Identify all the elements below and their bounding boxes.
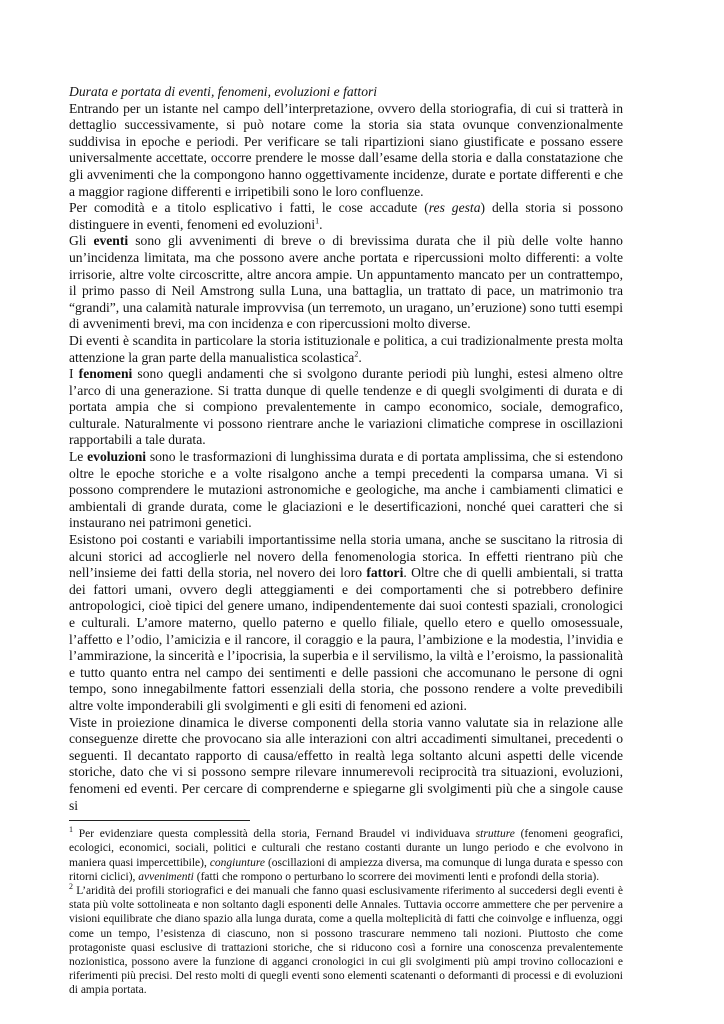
text-segment: Le — [69, 449, 88, 465]
italic-term: res gesta — [428, 200, 481, 216]
footnote-1 — [69, 827, 623, 884]
paragraph-fenomeni — [69, 366, 623, 449]
bold-term: fenomeni — [78, 366, 133, 382]
section-title: Durata e portata di eventi, fenomeni, evoluzioni e fattori — [69, 84, 378, 99]
footnote-ref[interactable]: 2 — [354, 348, 359, 358]
text-segment: sono quegli andamenti che si svolgono durante periodi più lunghi, estesi almeno oltre l’arco di una generazione. Si tratta dunque di quelle tendenze e di quegli svolgimenti di durata e di portata ampia che si compiono prevalentemente in campo economico, sociale, demografico, culturale. Naturalmente vi possono rientrare anche le variazioni climatiche comprese in oscillazioni rapportabili a tale durata. — [69, 366, 623, 448]
paragraph-proiezione-dinamica: Viste in proiezione dinamica le diverse componenti della storia vanno valutate sia in relazione alle conseguenze dirette che provocano sia alle interazioni con altri accadimenti simultanei, precedenti o seguenti. Il decantato rapporto di causa/effetto in realtà lega soltanto alcuni aspetti delle vicende storiche, dato che vi si possono sempre rilevare innumerevoli reciprocità tra situazioni, evoluzioni, fenomeni ed eventi. Per cercare di comprenderne e spiegarne gli svolgimenti più che a singole cause si — [69, 714, 623, 813]
text-segment: I — [69, 366, 79, 382]
paragraph-eventi — [69, 233, 623, 333]
text-segment: Per comodità e a titolo esplicativo i fatti, le cose accadute ( — [69, 200, 429, 216]
italic-term: avvenimenti — [138, 870, 194, 883]
text-segment: (fatti che rompono o perturbano lo scorrere dei movimenti lenti e profondi della storia). — [193, 870, 600, 883]
text-segment: sono le trasformazioni di lunghissima durata e di portata amplissima, che si estendono oltre le epoche storiche e a volte risalgono anche a tempi precedenti la comparsa umana. Vi si possono comprendere le mutazioni astronomiche e geologiche, ma anche i cambiamenti climatici e ambientali di grande durata, come le glaciazioni e le desertificazioni, nonché quei caratteri che si instaurano nei patrimoni genetici. — [69, 449, 623, 531]
paragraph-intro: Entrando per un istante nel campo dell’interpretazione, ovvero della storiografia, di cui si tratterà in dettaglio successivamente, si può notare come la storia sia stata ovunque convenzionalmente suddivisa in epoche e periodi. Per verificare se tali ripartizioni siano giustificate e possano essere universalmente accettate, occorre prendere le mosse dall’esame della storia e dalla constatazione che gli avvenimenti che la compongono hanno oggettivamente incidenze, durate e portate differenti e che a maggior ragione differenti e irripetibili sono le loro confluenze. — [69, 100, 623, 199]
text-segment: Per evidenziare questa complessità della storia, Fernand Braudel vi individuava — [73, 828, 476, 841]
footnote-ref[interactable]: 1 — [315, 216, 320, 226]
footnote-number: 2 — [69, 882, 73, 892]
text-segment: Di eventi è scandita in particolare la storia istituzionale e politica, a cui tradizionalmente presta molta attenzione la gran parte della manualistica scolastica — [69, 332, 623, 365]
text-segment: Gli — [69, 233, 94, 249]
text-segment: ) della storia si possono distinguere in eventi, fenomeni ed evoluzioni — [69, 200, 624, 232]
text-segment: . Oltre che di quelli ambientali, si tratta dei fattori umani, ovvero degli atteggiamenti e dei comportamenti che si potrebbero definire antropologici, cioè tipici del genere umano, indipendentemente dai suoi contesti spaziali, cronologici e culturali. L’amore materno, quello paterno e quello filiale, quello etero e quello omosessuale, l’affetto e l’odio, l’amicizia e il rancore, il coraggio e la paura, l’ambizione e la modestia, l’invidia e l’ammirazione, la sincerità e l’ipocrisia, la superbia e il servilismo, la viltà e l’eroismo, la passionalità e tutto quanto entra nel campo dei sentimenti e delle passioni che accomunano le persone di ogni tempo, sono innegabilmente fattori essenziali della storia, che possono rendere a volte prevedibili altre volte imponderabili gli svolgimenti e gli esiti di fenomeni ed azioni. — [69, 565, 624, 713]
document-page — [69, 84, 623, 998]
paragraph-res-gesta — [69, 200, 623, 233]
bold-term: eventi — [93, 233, 129, 249]
bold-term: fattori — [366, 565, 404, 581]
text-segment: (oscillazioni di ampiezza diversa, ma comunque di lunga durata e spesso con ritorni ciclici), — [69, 856, 623, 883]
text-segment: . — [319, 216, 323, 232]
text-segment: (fenomeni geografici, ecologici, economici, sociali, politici e culturali che restano costanti durante un lungo periodo e che evolvono in maniera quasi impercettibile), — [69, 828, 623, 869]
paragraph-storia-istituzionale — [69, 333, 623, 366]
italic-term: strutture — [475, 828, 515, 841]
paragraph-evoluzioni — [69, 449, 623, 532]
footnotes — [69, 827, 623, 997]
text-segment: L’aridità dei profili storiografici e dei manuali che fanno quasi esclusivamente riferimento al succedersi degli eventi è stata più volte sottolineata e non soltanto dagli esponenti delle Annales. Tuttavia occorre ammettere che per pervenire a visioni equilibrate che diano spazio alla lunga durata, come a quella molteplicità di fatti che coinvolge e influenza, oggi come un tempo, l’esistenza di ciascuno, non si possono trascurare nemmeno tali nozioni. Piuttosto che come protagoniste quasi esclusive di trattazioni storiche, che si riducono così a fornire una conoscenza prevalentemente nozionistica, possono avere la funzione di agganci cronologici in cui gli svolgimenti più ampi trovino collocazioni e riferimenti più precisi. Del resto molti di quegli eventi sono elementi scatenanti o deformanti di processi e di evoluzioni di ampia portata. — [69, 884, 623, 997]
italic-term: congiunture — [209, 856, 265, 869]
footnote-2 — [69, 884, 623, 998]
footnote-separator — [69, 820, 250, 821]
text-segment: sono gli avvenimenti di breve o di brevissima durata che il più delle volte hanno un’incidenza limitata, ma che possono avere anche portata e ripercussioni molto differenti: a volte irrisorie, altre volte circoscritte, altre ancora ampie. Un appuntamento mancato per un contrattempo, il primo passo di Neil Amstrong sulla Luna, una battaglia, un trattato di pace, un matrimonio tra “grandi”, una calamità naturale improvvisa (un terremoto, un uragano, un’eruzione) sono tutti esempi di avvenimenti brevi, ma con incidenza e con ripercussioni molto diverse. — [69, 233, 623, 332]
paragraph-fattori — [69, 532, 623, 715]
text-segment: Esistono poi costanti e variabili importantissime nella storia umana, anche se suscitano la ritrosia di alcuni storici ad accoglierle nel novero della fenomenologia storica. In effetti rientrano più che nell’insieme dei fatti della storia, nel novero dei loro — [69, 532, 623, 581]
bold-term: evoluzioni — [87, 449, 147, 465]
text-segment: . — [358, 349, 362, 365]
footnote-number: 1 — [69, 825, 73, 835]
